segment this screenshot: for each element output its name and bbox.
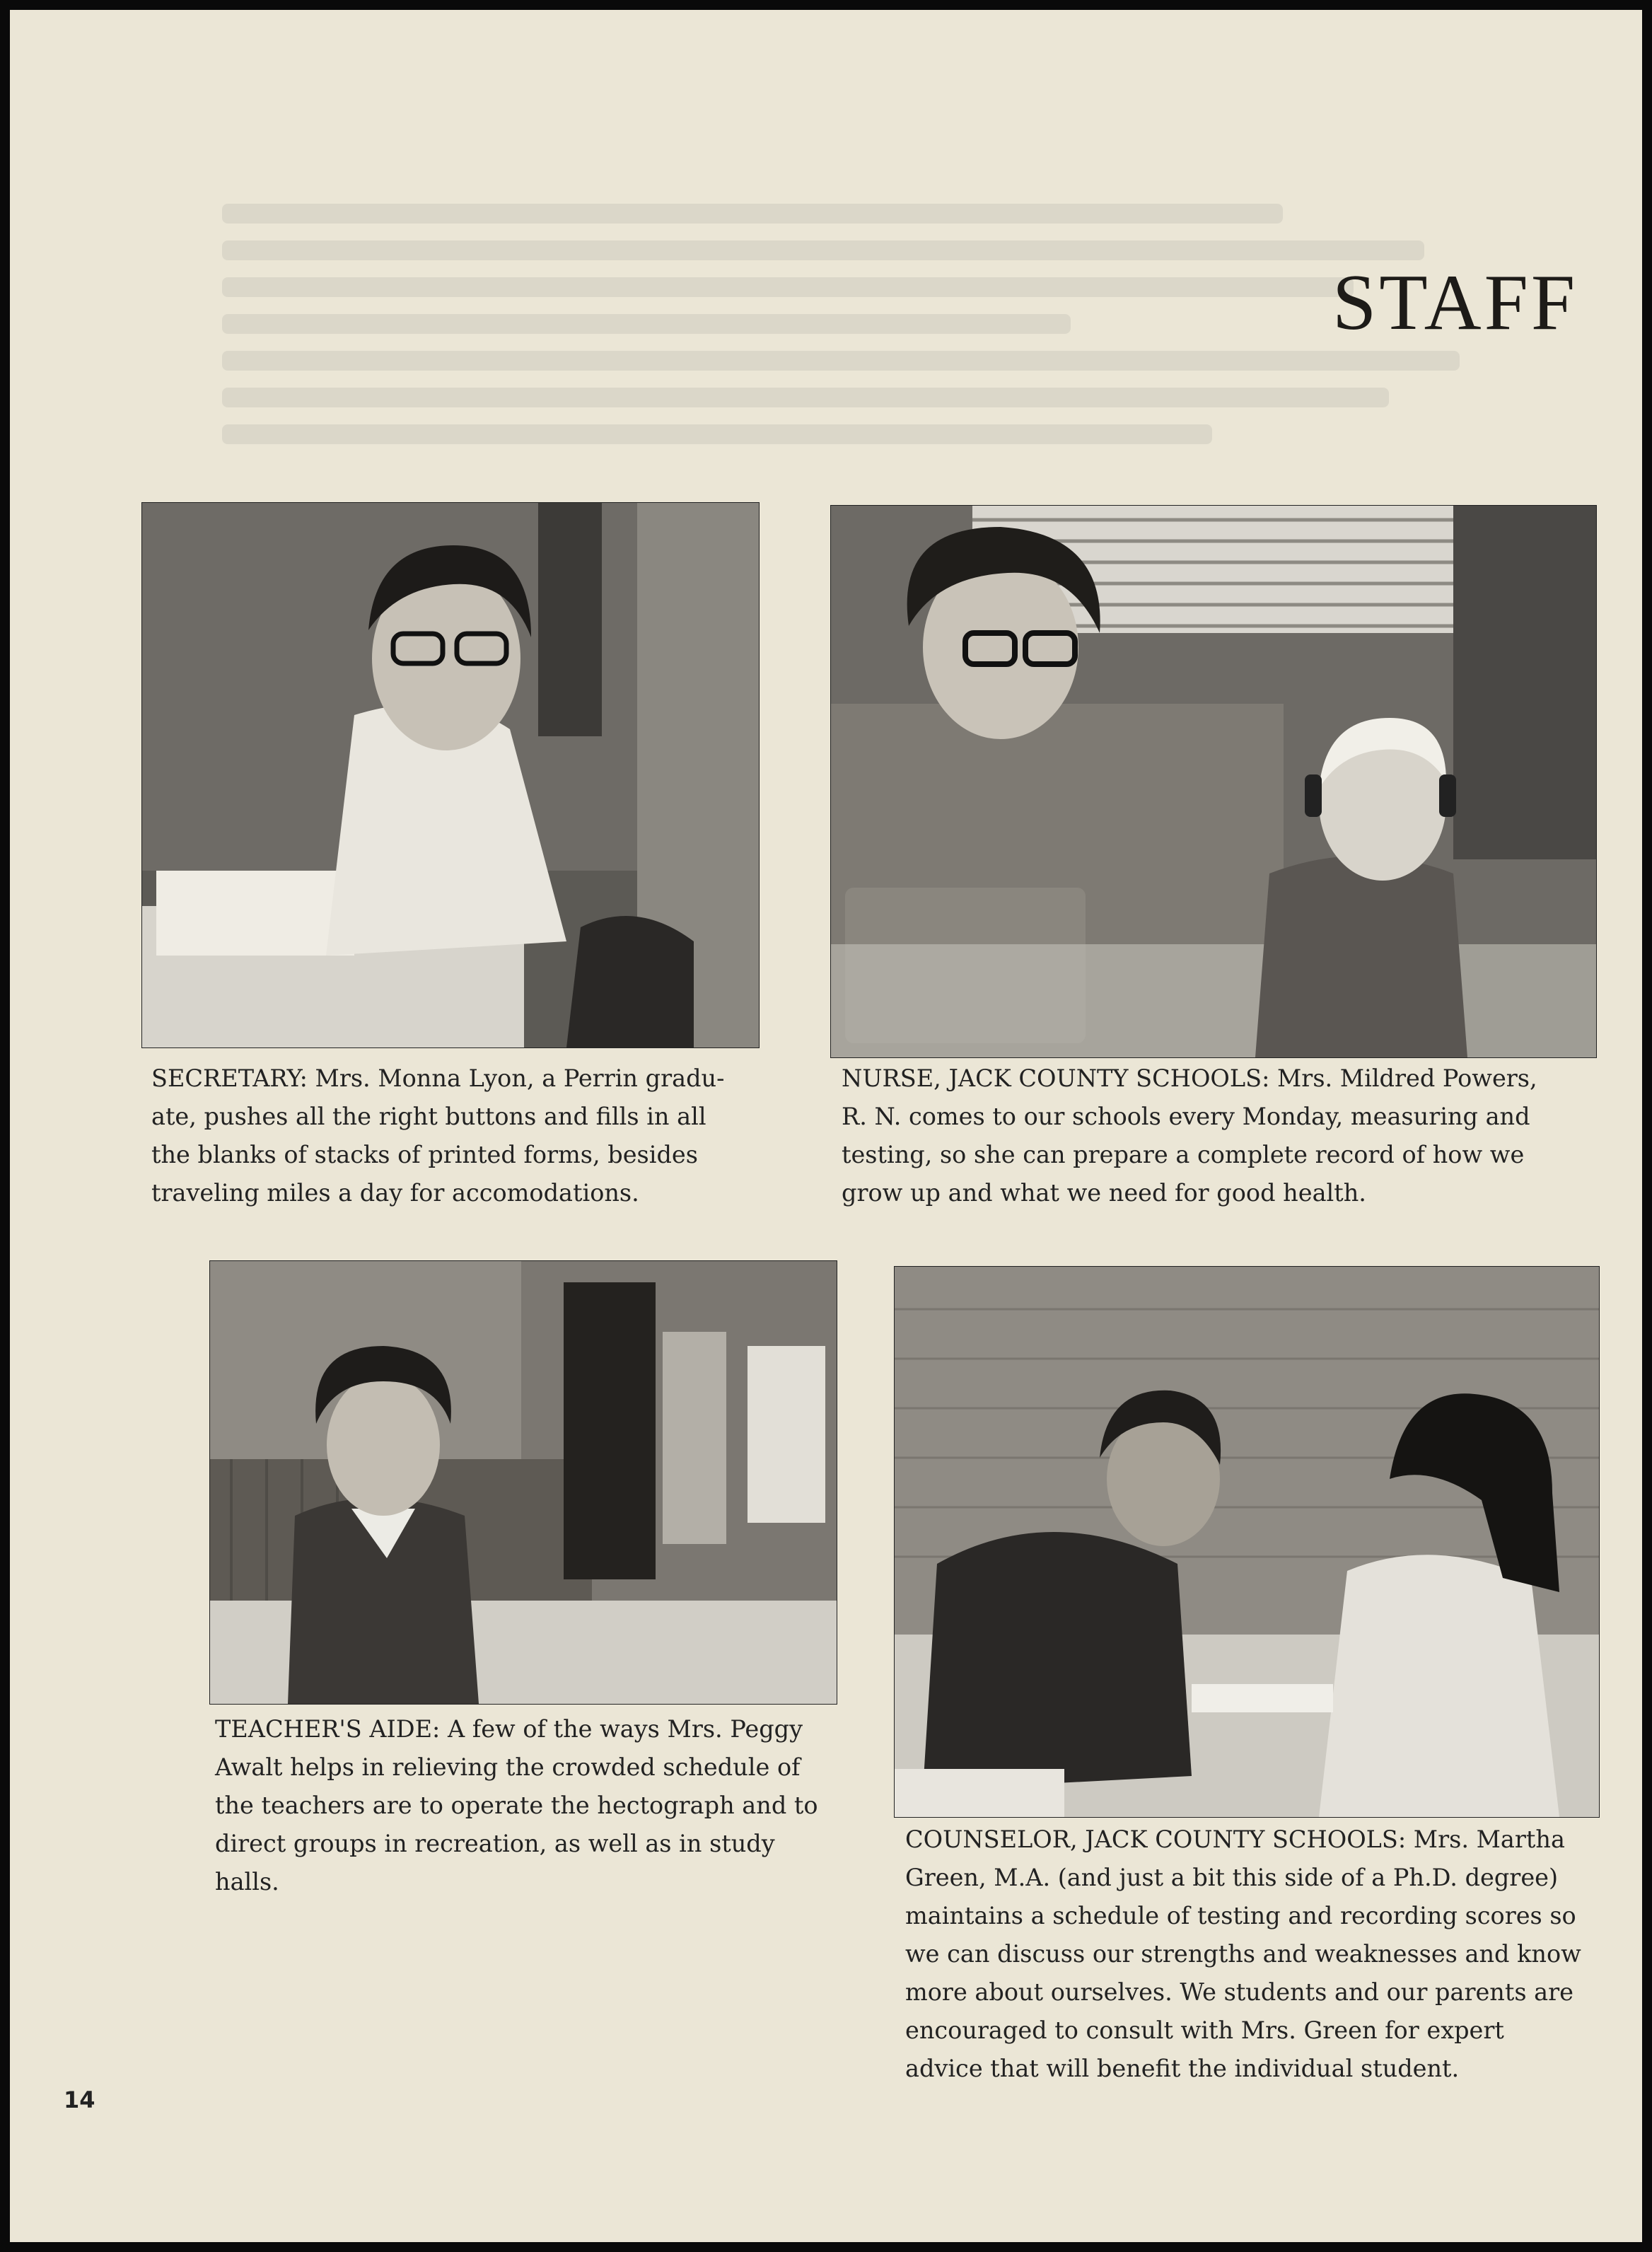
caption-line: advice that will benefit the individual student. [905, 2055, 1460, 2082]
teachers-aide-photo [209, 1260, 837, 1705]
caption-line: the teachers are to operate the hectograph and to [215, 1792, 818, 1819]
caption-line: NURSE, JACK COUNTY SCHOOLS: Mrs. Mildred Powers, [842, 1064, 1537, 1092]
caption-line: SECRETARY: Mrs. Monna Lyon, a Perrin gradu- [151, 1064, 725, 1092]
caption-line: COUNSELOR, JACK COUNTY SCHOOLS: Mrs. Martha [905, 1826, 1565, 1853]
caption-line: R. N. comes to our schools every Monday, measuring and [842, 1103, 1530, 1130]
yearbook-page [10, 10, 1642, 2242]
caption-line: encouraged to consult with Mrs. Green for expert [905, 2016, 1504, 2044]
caption-line: more about ourselves. We students and our parents are [905, 1978, 1574, 2006]
counselor-caption [905, 1821, 1612, 2088]
caption-line: testing, so she can prepare a complete record of how we [842, 1141, 1525, 1168]
caption-line: grow up and what we need for good health. [842, 1179, 1366, 1207]
caption-line: direct groups in recreation, as well as in study [215, 1830, 775, 1857]
nurse-caption [842, 1060, 1605, 1212]
caption-line: TEACHER'S AIDE: A few of the ways Mrs. Peggy [215, 1715, 803, 1743]
page-number: 14 [64, 2086, 95, 2113]
nurse-photo [830, 505, 1597, 1058]
secretary-caption [151, 1060, 760, 1212]
caption-line: halls. [215, 1868, 279, 1896]
caption-line: ate, pushes all the right buttons and fills in all [151, 1103, 706, 1130]
secretary-photo [141, 502, 760, 1048]
page-title: STAFF [1332, 259, 1578, 347]
caption-line: the blanks of stacks of printed forms, besides [151, 1141, 698, 1168]
caption-line: maintains a schedule of testing and recording scores so [905, 1902, 1576, 1929]
teachers-aide-caption [215, 1710, 851, 1901]
counselor-photo [894, 1266, 1600, 1818]
caption-line: Green, M.A. (and just a bit this side of a Ph.D. degree) [905, 1864, 1559, 1891]
caption-line: traveling miles a day for accomodations. [151, 1179, 639, 1207]
caption-line: we can discuss our strengths and weaknesses and know [905, 1940, 1581, 1968]
caption-line: Awalt helps in relieving the crowded schedule of [215, 1753, 801, 1781]
